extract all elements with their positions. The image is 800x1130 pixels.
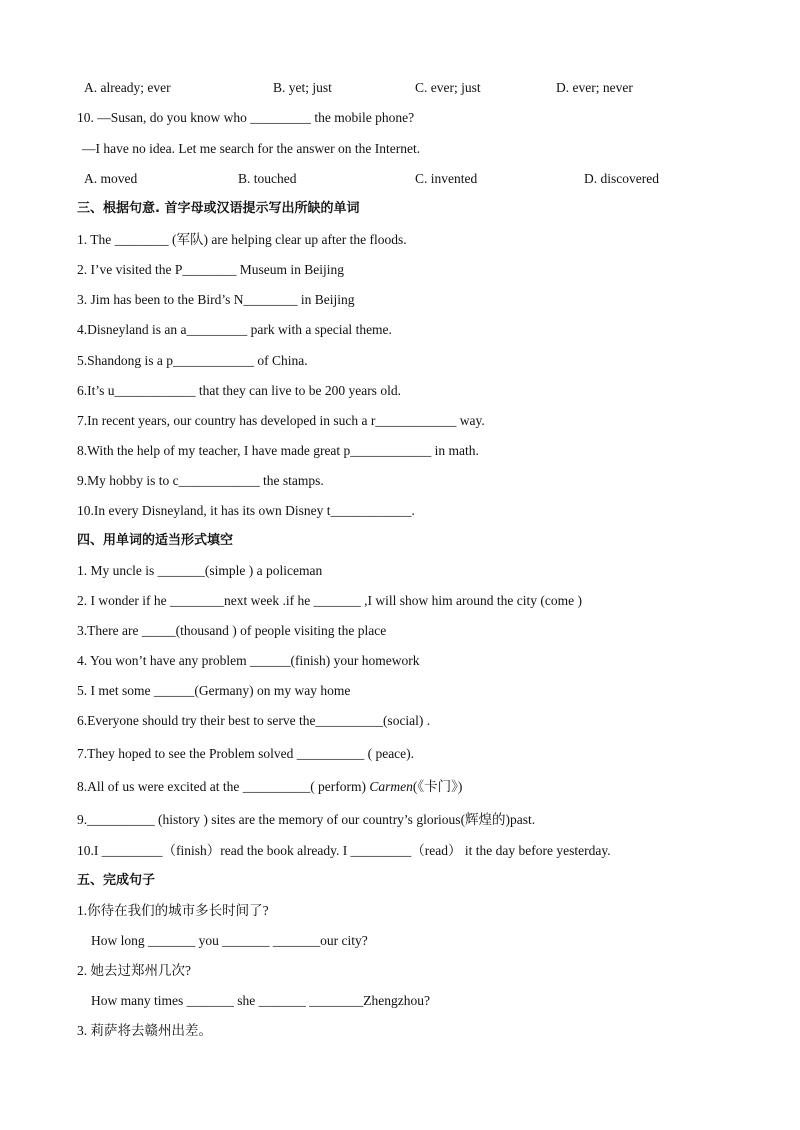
list-item: 10.In every Disneyland, it has its own Disney t____________. [77, 503, 415, 518]
italic-title: Carmen [369, 779, 413, 794]
list-item: 10.I _________（finish）read the book already. I _________（read） it the day before yesterday. [77, 843, 611, 858]
list-item: 4. You won’t have any problem ______(finish) your homework [77, 653, 420, 668]
list-item: 3. Jim has been to the Bird’s N________ in Beijing [77, 292, 355, 307]
list-item: 3.There are _____(thousand ) of people visiting the place [77, 623, 387, 638]
list-item: 1. The ________ (军队) are helping clear up after the floods. [77, 232, 407, 247]
item-text: (《卡门》) [412, 779, 463, 794]
list-item: How many times _______ she _______ ________Zhengzhou? [91, 993, 430, 1008]
list-item: 7.In recent years, our country has developed in such a r____________ way. [77, 413, 485, 428]
section-heading: 五、完成句子 [77, 873, 156, 888]
list-item: 2. I wonder if he ________next week .if he _______ ,I will show him around the city (come ) [77, 593, 583, 608]
list-item: 1. My uncle is _______(simple ) a policeman [77, 563, 323, 578]
list-item: 2. 她去过郑州几次? [77, 963, 191, 978]
option-a: A. moved [84, 171, 138, 186]
option-d: D. ever; never [556, 80, 633, 95]
list-item: 9.__________ (history ) sites are the memory of our country’s glorious(辉煌的)past. [77, 812, 536, 827]
question-10-answer: —I have no idea. Let me search for the answer on the Internet. [82, 141, 421, 156]
section-heading: 四、用单词的适当形式填空 [77, 533, 234, 548]
list-item: 2. I’ve visited the P________ Museum in Beijing [77, 262, 344, 277]
list-item: 6.Everyone should try their best to serve the__________(social) . [77, 713, 431, 728]
list-item: 4.Disneyland is an a_________ park with a special theme. [77, 322, 392, 337]
list-item: 6.It’s u____________ that they can live to be 200 years old. [77, 383, 401, 398]
list-item: 5. I met some ______(Germany) on my way home [77, 683, 351, 698]
list-item: 5.Shandong is a p____________ of China. [77, 353, 308, 368]
option-b: B. yet; just [273, 80, 332, 95]
option-b: B. touched [238, 171, 297, 186]
list-item: 9.My hobby is to c____________ the stamps. [77, 473, 324, 488]
question-10: 10. —Susan, do you know who _________ the mobile phone? [77, 110, 415, 125]
item-text: 8.All of us were excited at the __________( perform) [77, 779, 370, 794]
list-item: 1.你待在我们的城市多长时间了? [77, 903, 269, 918]
list-item: How long _______ you _______ _______our city? [91, 933, 368, 948]
option-a: A. already; ever [84, 80, 171, 95]
list-item: 3. 莉萨将去赣州出差。 [77, 1023, 212, 1038]
option-c: C. invented [415, 171, 478, 186]
list-item: 8.With the help of my teacher, I have made great p____________ in math. [77, 443, 479, 458]
section-heading: 三、根据句意. 首字母或汉语提示写出所缺的单词 [77, 201, 360, 216]
option-c: C. ever; just [415, 80, 481, 95]
list-item [77, 778, 462, 796]
option-d: D. discovered [584, 171, 659, 186]
list-item: 7.They hoped to see the Problem solved __________ ( peace). [77, 746, 415, 761]
